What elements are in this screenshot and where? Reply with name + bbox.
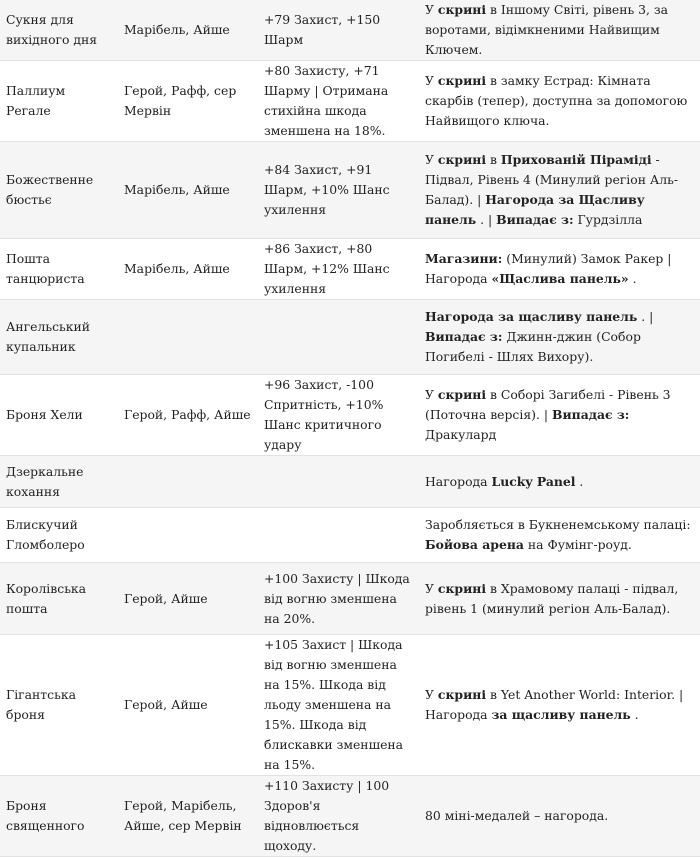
armor-name: Гігантська броня: [0, 635, 118, 776]
armor-name: Ангельський купальник: [0, 300, 118, 375]
armor-stats: +86 Захист, +80 Шарм, +12% Шанс ухилення: [258, 239, 419, 300]
source-bold-text: за щасливу панель: [491, 707, 631, 722]
source-bold-text: Прихованій Піраміді: [500, 152, 652, 167]
armor-stats: +80 Захисту, +71 Шарму | Отримана стихійна шкода зменшена на 18%.: [258, 61, 419, 142]
armor-wearers: Герой, Рафф, сер Мервін: [118, 61, 258, 142]
source-bold-text: Нагорода за Щасливу панель: [425, 192, 645, 227]
armor-wearers: Марібель, Айше: [118, 142, 258, 239]
table-row: [0, 0, 700, 61]
armor-wearers: [118, 508, 258, 563]
armor-source: [419, 456, 700, 508]
armor-stats: +100 Захисту | Шкода від вогню зменшена на 20%.: [258, 563, 419, 635]
source-text: .: [575, 473, 584, 489]
armor-name: Броня Хели: [0, 375, 118, 456]
source-text: в замку Естрад: Кімната скарбів (тепер), доступна за допомогою Найвищого ключа.: [425, 73, 688, 128]
source-text: У: [425, 580, 438, 596]
armor-name: Блискучий Гломболеро: [0, 508, 118, 563]
armor-wearers: Герой, Рафф, Айше: [118, 375, 258, 456]
source-bold-text: Випадає з:: [496, 212, 574, 227]
source-bold-text: Випадає з:: [425, 329, 503, 344]
armor-stats: +84 Захист, +91 Шарм, +10% Шанс ухилення: [258, 142, 419, 239]
source-bold-text: скрині: [437, 2, 487, 17]
source-bold-text: «Щаслива панель»: [491, 271, 629, 286]
source-text: У: [425, 687, 438, 702]
table-row: [0, 563, 700, 635]
source-bold-text: Бойова арена: [425, 537, 524, 552]
source-text: Дракулард: [425, 427, 497, 442]
armor-stats: +96 Захист, -100 Спритність, +10% Шанс критичного удару: [258, 375, 419, 456]
table-row: [0, 300, 700, 375]
table-row: [0, 142, 700, 239]
source-text: У: [425, 2, 438, 17]
armor-name: Божественне бюстьє: [0, 142, 118, 239]
armor-wearers: [118, 456, 258, 508]
armor-wearers: Герой, Айше: [118, 635, 258, 776]
armor-wearers: [118, 300, 258, 375]
armor-wearers: Марібель, Айше: [118, 239, 258, 300]
armor-name: Сукня для вихідного дня: [0, 0, 118, 61]
source-bold-text: Випадає з:: [551, 407, 630, 422]
source-text: Гурдзілла: [573, 212, 643, 227]
source-text: . |: [637, 309, 654, 324]
armor-source: [419, 239, 700, 300]
source-bold-text: скрині: [437, 152, 487, 167]
armor-source: [419, 776, 700, 857]
source-text: в Іншому Світі, рівень 3, за воротами, відімкненими Найвищим Ключем.: [425, 2, 669, 57]
table-row: [0, 61, 700, 142]
armor-source: [419, 0, 700, 61]
armor-stats: +110 Захисту | 100 Здоров'я відновлюється щоходу.: [258, 776, 419, 857]
source-text: . |: [476, 212, 497, 227]
source-text: У: [425, 152, 438, 167]
source-text: Джинн-джин (Собор Погибелі - Шлях Вихору).: [425, 329, 641, 364]
source-text: в Соборі Загибелі - Рівень 3 (Поточна версія). |: [425, 387, 671, 422]
source-text: в: [486, 152, 501, 167]
source-bold-text: Lucky Panel: [491, 473, 576, 489]
armor-source: [419, 142, 700, 239]
armor-name: Броня священного: [0, 776, 118, 857]
armor-source: [419, 300, 700, 375]
table-row: [0, 239, 700, 300]
source-text: на Фумінг-роуд.: [523, 537, 632, 552]
source-text: в Храмовому палаці - підвал, рівень 1 (минулий регіон Аль-Балад).: [425, 580, 679, 616]
armor-source: [419, 635, 700, 776]
armor-stats: [258, 300, 419, 375]
table-row: [0, 508, 700, 563]
source-text: 80 міні-медалей – нагорода.: [425, 808, 609, 823]
armor-name: Королівська пошта: [0, 563, 118, 635]
source-text: - Підвал, Рівень 4 (Минулий регіон Аль-Балад). |: [425, 152, 679, 207]
source-text: (Минулий) Замок Ракер | Нагорода: [425, 251, 672, 286]
source-bold-text: Магазини:: [425, 251, 503, 266]
armor-name: Пошта танцюриста: [0, 239, 118, 300]
source-text: Заробляється в Букненемському палаці:: [425, 517, 691, 532]
armor-wearers: Герой, Айше: [118, 563, 258, 635]
armor-stats: +105 Захист | Шкода від вогню зменшена на 15%. Шкода від льоду зменшена на 15%. Шкода від блискавки зменшена на 15%.: [258, 635, 419, 776]
source-bold-text: скрині: [437, 73, 487, 88]
armor-name: Паллиум Регале: [0, 61, 118, 142]
source-text: .: [630, 707, 639, 722]
source-text: У: [425, 387, 438, 402]
armor-wearers: Герой, Марібель, Айше, сер Мервін: [118, 776, 258, 857]
table-row: [0, 375, 700, 456]
armor-stats: [258, 508, 419, 563]
table-row: [0, 776, 700, 857]
armor-source: [419, 375, 700, 456]
source-text: У: [425, 73, 438, 88]
table-row: [0, 635, 700, 776]
source-bold-text: скрині: [437, 387, 487, 402]
source-bold-text: Нагорода за щасливу панель: [425, 309, 638, 324]
armor-name: Дзеркальне кохання: [0, 456, 118, 508]
armor-stats: [258, 456, 419, 508]
source-bold-text: скрині: [437, 580, 487, 596]
armor-wearers: Марібель, Айше: [118, 0, 258, 61]
armor-source: [419, 61, 700, 142]
armor-source: [419, 508, 700, 563]
source-text: в Yet Another World: Interior. | Нагорода: [425, 687, 684, 722]
armor-stats: +79 Захист, +150 Шарм: [258, 0, 419, 61]
source-text: Нагорода: [425, 473, 492, 489]
table-row: [0, 456, 700, 508]
source-bold-text: скрині: [437, 687, 487, 702]
source-text: .: [628, 271, 637, 286]
armor-source: [419, 563, 700, 635]
